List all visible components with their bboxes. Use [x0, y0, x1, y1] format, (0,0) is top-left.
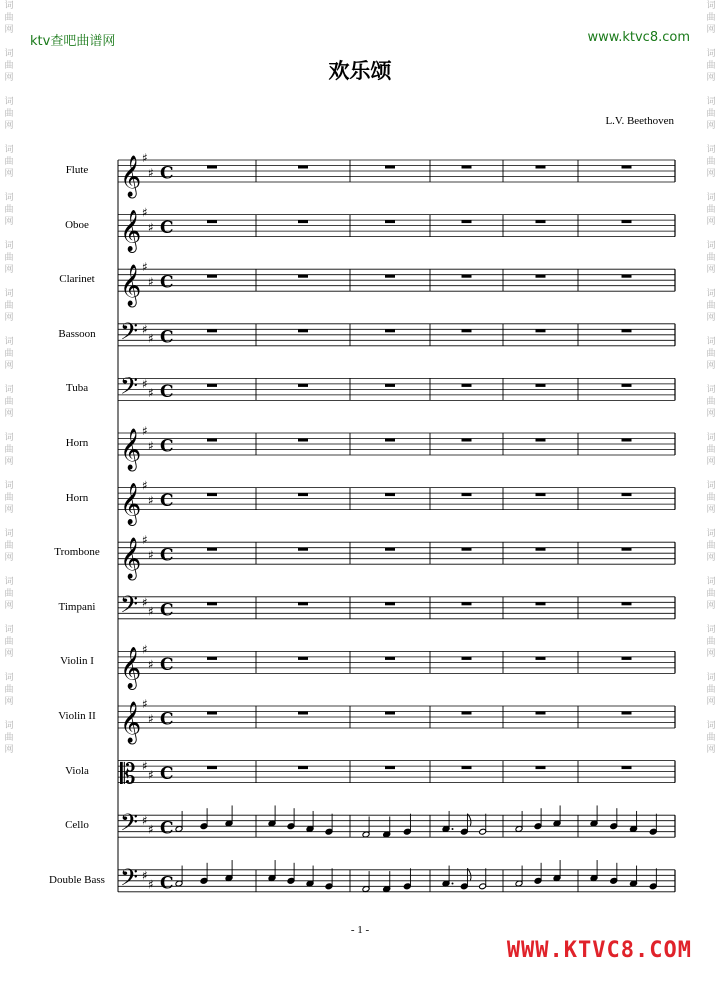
sharp-icon: ♯ — [148, 712, 154, 726]
instrument-label: Cello — [65, 819, 89, 832]
treble-clef-icon: 𝄞 — [120, 429, 142, 470]
whole-rest-icon — [536, 275, 546, 278]
instrument-label: Timpani — [58, 600, 96, 613]
sharp-icon: ♯ — [142, 322, 148, 337]
whole-rest-icon — [536, 602, 546, 605]
instrument-label: Clarinet — [59, 273, 95, 286]
whole-rest-icon — [462, 493, 472, 496]
sharp-icon: ♯ — [148, 439, 154, 453]
whole-rest-icon — [298, 329, 308, 332]
footer-logo: WWW.KTVC8.COM — [506, 938, 692, 963]
sharp-icon: ♯ — [142, 376, 148, 391]
whole-rest-icon — [298, 712, 308, 715]
bass-clef-icon: 𝄢 — [120, 863, 139, 897]
bass-clef-icon: 𝄢 — [120, 808, 139, 842]
staff — [118, 479, 675, 526]
whole-rest-icon — [462, 220, 472, 223]
treble-clef-icon: 𝄞 — [120, 647, 142, 689]
whole-rest-icon — [622, 712, 632, 715]
whole-rest-icon — [536, 166, 546, 169]
time-signature: C — [160, 709, 174, 730]
time-signature: C — [160, 327, 174, 348]
treble-clef-icon: 𝄞 — [120, 702, 142, 743]
staff — [118, 590, 675, 623]
whole-rest-icon — [298, 275, 308, 278]
whole-rest-icon — [298, 602, 308, 605]
whole-rest-icon — [385, 384, 395, 387]
sharp-icon: ♯ — [142, 151, 148, 165]
whole-rest-icon — [462, 548, 472, 551]
whole-rest-icon — [385, 657, 395, 660]
whole-rest-icon — [207, 329, 217, 332]
staff — [118, 317, 675, 350]
whole-rest-icon — [298, 548, 308, 551]
whole-rest-icon — [462, 657, 472, 660]
whole-rest-icon — [536, 439, 546, 442]
sharp-icon: ♯ — [142, 868, 148, 883]
sharp-icon: ♯ — [142, 595, 148, 610]
whole-rest-icon — [207, 275, 217, 278]
side-watermark-left: 词 曲 网 词 曲 网 词 曲 网 词 曲 网 词 曲 网 词 曲 网 词 曲 网 词 曲 网 词 曲 网 词 曲 网 词 曲 网 词 曲 网 词 曲 网 词 曲 网 词 曲 网 词 曲 网 — [4, 1, 14, 755]
dot — [452, 883, 454, 885]
sharp-icon: ♯ — [142, 424, 148, 438]
time-signature: C — [160, 600, 174, 621]
whole-rest-icon — [462, 329, 472, 332]
whole-rest-icon — [462, 166, 472, 169]
whole-rest-icon — [207, 657, 217, 660]
whole-rest-icon — [385, 712, 395, 715]
whole-rest-icon — [462, 602, 472, 605]
whole-rest-icon — [536, 548, 546, 551]
sharp-icon: ♯ — [142, 697, 148, 711]
time-signature: C — [160, 272, 174, 293]
whole-rest-icon — [536, 712, 546, 715]
sharp-icon: ♯ — [148, 822, 154, 837]
time-signature: C — [160, 818, 174, 839]
whole-rest-icon — [298, 766, 308, 769]
staff — [118, 206, 675, 253]
whole-rest-icon — [536, 384, 546, 387]
sharp-icon: ♯ — [148, 768, 154, 783]
instrument-label: Double Bass — [49, 873, 105, 886]
sharp-icon: ♯ — [148, 331, 154, 346]
instrument-label: Horn — [65, 491, 89, 504]
sharp-icon: ♯ — [142, 759, 148, 774]
staff — [118, 642, 675, 689]
whole-rest-icon — [622, 275, 632, 278]
whole-rest-icon — [385, 220, 395, 223]
dot — [452, 828, 454, 830]
whole-rest-icon — [622, 439, 632, 442]
whole-rest-icon — [622, 657, 632, 660]
staff — [118, 758, 675, 791]
whole-rest-icon — [207, 384, 217, 387]
whole-rest-icon — [385, 602, 395, 605]
whole-rest-icon — [622, 766, 632, 769]
whole-rest-icon — [622, 220, 632, 223]
sharp-icon: ♯ — [148, 604, 154, 619]
whole-rest-icon — [622, 493, 632, 496]
bass-clef-icon: 𝄢 — [120, 590, 139, 624]
sharp-icon: ♯ — [148, 275, 154, 290]
staff — [118, 372, 675, 405]
whole-rest-icon — [622, 384, 632, 387]
instrument-label: Trombone — [54, 546, 100, 559]
whole-rest-icon — [385, 548, 395, 551]
whole-rest-icon — [207, 602, 217, 605]
sharp-icon: ♯ — [148, 548, 154, 563]
whole-rest-icon — [385, 275, 395, 278]
time-signature: C — [160, 545, 174, 566]
whole-rest-icon — [298, 384, 308, 387]
site-name-left: ktv查吧曲谱网 — [30, 34, 116, 49]
staff — [118, 860, 675, 896]
time-signature: C — [160, 218, 174, 239]
alto-clef-icon: 𝄡 — [120, 757, 136, 791]
sharp-icon: ♯ — [148, 385, 154, 400]
sharp-icon: ♯ — [148, 493, 154, 508]
whole-rest-icon — [622, 602, 632, 605]
treble-clef-icon: 𝄞 — [120, 210, 142, 252]
whole-rest-icon — [536, 493, 546, 496]
whole-rest-icon — [298, 166, 308, 169]
whole-rest-icon — [207, 166, 217, 169]
whole-rest-icon — [385, 166, 395, 169]
time-signature: C — [160, 436, 174, 457]
whole-rest-icon — [462, 439, 472, 442]
site-url-right: www.ktvc8.com — [587, 30, 690, 45]
whole-rest-icon — [462, 766, 472, 769]
staff — [118, 151, 675, 198]
sharp-icon: ♯ — [148, 877, 154, 892]
instrument-label: Tuba — [65, 382, 89, 395]
whole-rest-icon — [536, 657, 546, 660]
whole-rest-icon — [622, 166, 632, 169]
treble-clef-icon: 𝄞 — [120, 483, 142, 525]
score-title: 欢乐颂 — [328, 59, 392, 83]
time-signature: C — [160, 764, 174, 785]
whole-rest-icon — [622, 548, 632, 551]
time-signature: C — [160, 163, 174, 184]
whole-rest-icon — [207, 766, 217, 769]
whole-rest-icon — [207, 712, 217, 715]
staff — [118, 805, 675, 841]
whole-rest-icon — [462, 712, 472, 715]
instrument-label: Violin I — [60, 655, 94, 668]
whole-rest-icon — [385, 493, 395, 496]
staff — [118, 260, 675, 307]
whole-rest-icon — [536, 329, 546, 332]
instrument-label: Bassoon — [58, 327, 96, 340]
sharp-icon: ♯ — [148, 657, 154, 672]
side-watermark-right: 词 曲 网 词 曲 网 词 曲 网 词 曲 网 词 曲 网 词 曲 网 词 曲 网 词 曲 网 词 曲 网 词 曲 网 词 曲 网 词 曲 网 词 曲 网 词 曲 网 词 曲 网 词 曲 网 — [706, 1, 716, 755]
whole-rest-icon — [298, 220, 308, 223]
time-signature: C — [160, 491, 174, 512]
staff — [118, 533, 675, 580]
sharp-icon: ♯ — [142, 478, 148, 493]
instrument-label: Violin II — [58, 710, 96, 722]
whole-rest-icon — [385, 439, 395, 442]
sharp-icon: ♯ — [142, 205, 148, 220]
whole-rest-icon — [622, 329, 632, 332]
sharp-icon: ♯ — [148, 220, 154, 235]
time-signature: C — [160, 654, 174, 675]
sharp-icon: ♯ — [142, 533, 148, 548]
whole-rest-icon — [462, 275, 472, 278]
instrument-label: Flute — [65, 164, 89, 176]
page-number: - 1 - — [350, 924, 370, 936]
instrument-label: Viola — [65, 764, 89, 777]
instrument-label: Oboe — [65, 218, 89, 231]
bass-clef-icon: 𝄢 — [120, 371, 139, 405]
sharp-icon: ♯ — [142, 642, 148, 657]
composer-name: L.V. Beethoven — [605, 115, 674, 127]
bass-clef-icon: 𝄢 — [120, 317, 139, 351]
whole-rest-icon — [207, 439, 217, 442]
whole-rest-icon — [298, 657, 308, 660]
whole-rest-icon — [207, 548, 217, 551]
instrument-label: Horn — [65, 437, 89, 449]
whole-rest-icon — [536, 220, 546, 223]
whole-rest-icon — [462, 384, 472, 387]
whole-rest-icon — [536, 766, 546, 769]
whole-rest-icon — [298, 439, 308, 442]
whole-rest-icon — [385, 329, 395, 332]
sharp-icon: ♯ — [148, 166, 154, 180]
whole-rest-icon — [385, 766, 395, 769]
treble-clef-icon: 𝄞 — [120, 538, 142, 580]
whole-rest-icon — [298, 493, 308, 496]
time-signature: C — [160, 873, 174, 894]
whole-rest-icon — [207, 220, 217, 223]
whole-rest-icon — [207, 493, 217, 496]
time-signature: C — [160, 381, 174, 402]
staff — [118, 424, 675, 471]
sharp-icon: ♯ — [142, 813, 148, 828]
staff — [118, 697, 675, 744]
treble-clef-icon: 𝄞 — [120, 265, 142, 307]
treble-clef-icon: 𝄞 — [120, 156, 142, 197]
sharp-icon: ♯ — [142, 260, 148, 275]
